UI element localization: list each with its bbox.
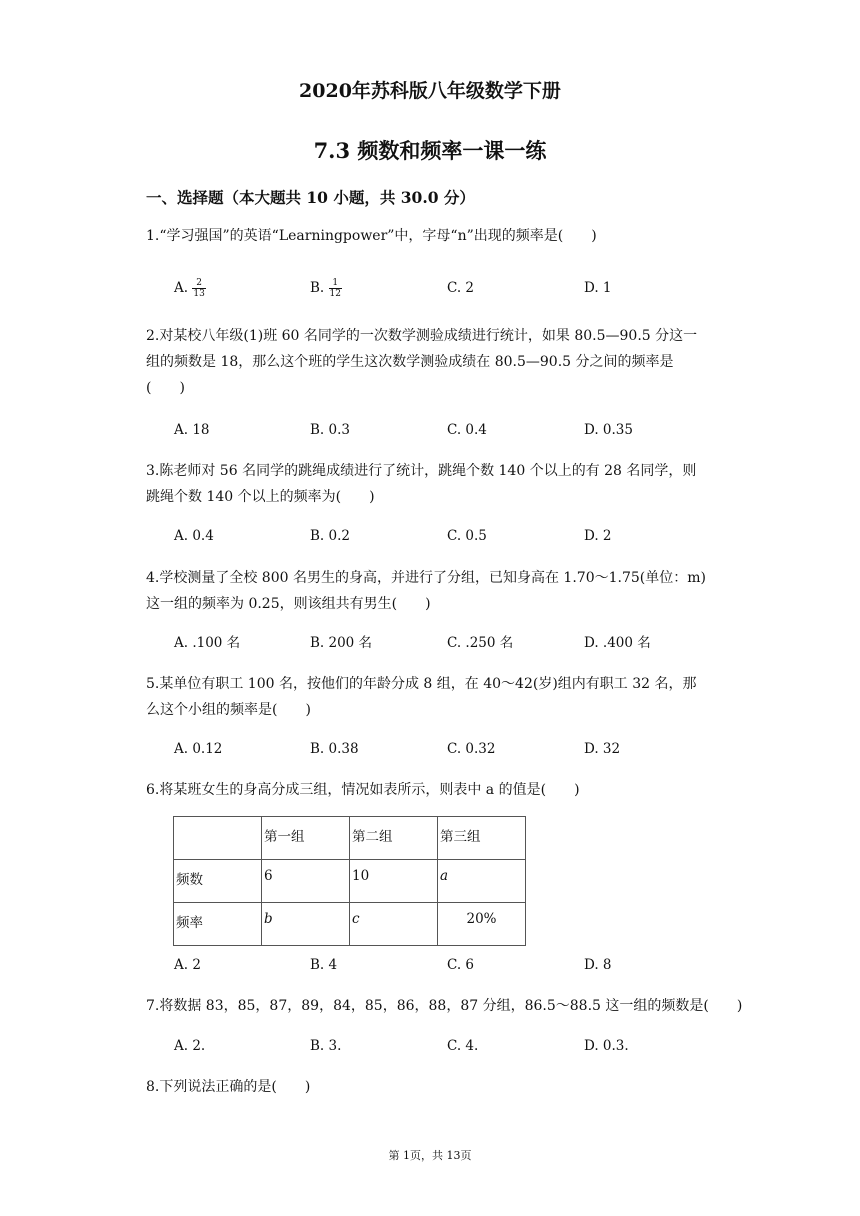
table-cell: a: [438, 860, 526, 903]
option-d: D. 0.3.: [584, 1038, 629, 1054]
option-a: A. 0.12: [174, 741, 223, 757]
question-2: [146, 323, 718, 401]
question-line: 么这个小组的频率是( ): [146, 702, 311, 718]
document-title: 2020年苏科版八年级数学下册: [299, 80, 561, 102]
question-5: [146, 671, 718, 723]
fraction: $\frac{2}{13}$: [193, 278, 205, 299]
question-line: 这一组的频率为 0.25，则该组共有男生( ): [146, 596, 431, 612]
options-1: [174, 276, 734, 300]
option-d: D. 0.35: [584, 422, 633, 438]
table-cell: [174, 817, 262, 860]
table-header-cell: 第二组: [350, 817, 438, 860]
option-b: B. 4: [310, 957, 338, 973]
table-cell: 20%: [438, 903, 526, 946]
option-a: A. $\frac{2}{13}$: [174, 278, 205, 299]
question-line: 4.学校测量了全校 800 名男生的身高，并进行了分组，已知身高在 1.70～1.75(单位：m): [146, 570, 706, 586]
frequency-table: [173, 816, 526, 946]
table-cell: c: [350, 903, 438, 946]
options-3: [174, 524, 734, 548]
options-7: [174, 1034, 734, 1058]
option-d: D. 1: [584, 280, 612, 296]
question-1: [146, 223, 718, 249]
options-4: [174, 631, 734, 655]
option-c: C. 2: [447, 280, 475, 296]
question-6: [146, 777, 718, 803]
option-c: C. 0.32: [447, 741, 496, 757]
question-7: [146, 993, 746, 1019]
option-a: A. 2: [174, 957, 201, 973]
question-4: [146, 565, 718, 617]
option-c: C. 0.5: [447, 528, 487, 544]
table-cell: 6: [262, 860, 350, 903]
question-3: [146, 458, 718, 510]
document-subtitle: 7.3 频数和频率一课一练: [313, 138, 547, 163]
question-line: 7.将数据 83，85，87，89，84，85，86，88，87 分组，86.5～88.5 这一组的频数是( ): [146, 998, 743, 1014]
option-d: D. .400 名: [584, 635, 651, 651]
options-6: [174, 953, 734, 977]
question-line: 跳绳个数 140 个以上的频率为( ): [146, 489, 375, 505]
option-b: B. 0.38: [310, 741, 359, 757]
table-row: [174, 903, 526, 946]
question-line: 3.陈老师对 56 名同学的跳绳成绩进行了统计，跳绳个数 140 个以上的有 28 名同学，则: [146, 463, 697, 479]
question-line: 1.“学习强国”的英语“Learningpower”中，字母“n”出现的频率是( ): [146, 228, 597, 244]
table-cell: 频数: [174, 860, 262, 903]
table-row: [174, 817, 526, 860]
options-5: [174, 737, 734, 761]
option-d: D. 8: [584, 957, 612, 973]
question-line: 6.将某班女生的身高分成三组，情况如表所示，则表中 a 的值是( ): [146, 782, 580, 798]
option-b: B. 0.3: [310, 422, 350, 438]
question-8: [146, 1074, 718, 1100]
question-line: 2.对某校八年级(1)班 60 名同学的一次数学测验成绩进行统计，如果 80.5—90.5 分这一: [146, 328, 698, 344]
page-footer: 第 1页，共 13页: [388, 1149, 472, 1162]
question-line: ( ): [146, 380, 185, 396]
table-cell: b: [262, 903, 350, 946]
options-2: [174, 418, 734, 442]
option-a: A. .100 名: [174, 635, 241, 651]
option-a: A. 0.4: [174, 528, 214, 544]
option-b: B. 200 名: [310, 635, 373, 651]
option-b: B. $\frac{1}{12}$: [310, 278, 341, 299]
option-d: D. 2: [584, 528, 612, 544]
option-b: B. 0.2: [310, 528, 350, 544]
table-header-cell: 第一组: [262, 817, 350, 860]
option-d: D. 32: [584, 741, 621, 757]
fraction: $\frac{1}{12}$: [329, 278, 341, 299]
question-line: 5.某单位有职工 100 名，按他们的年龄分成 8 组，在 40～42(岁)组内有职工 32 名，那: [146, 676, 697, 692]
option-c: C. .250 名: [447, 635, 514, 651]
question-line: 8.下列说法正确的是( ): [146, 1079, 311, 1095]
table-cell: 10: [350, 860, 438, 903]
option-c: C. 0.4: [447, 422, 487, 438]
section-heading: 一、选择题（本大题共 10 小题，共 30.0 分）: [146, 188, 475, 207]
table-cell: 频率: [174, 903, 262, 946]
option-c: C. 4.: [447, 1038, 479, 1054]
option-c: C. 6: [447, 957, 475, 973]
question-line: 组的频数是 18，那么这个班的学生这次数学测验成绩在 80.5—90.5 分之间的频率是: [146, 354, 674, 370]
table-header-cell: 第三组: [438, 817, 526, 860]
option-b: B. 3.: [310, 1038, 342, 1054]
option-a: A. 2.: [174, 1038, 206, 1054]
table-row: [174, 860, 526, 903]
option-a: A. 18: [174, 422, 210, 438]
